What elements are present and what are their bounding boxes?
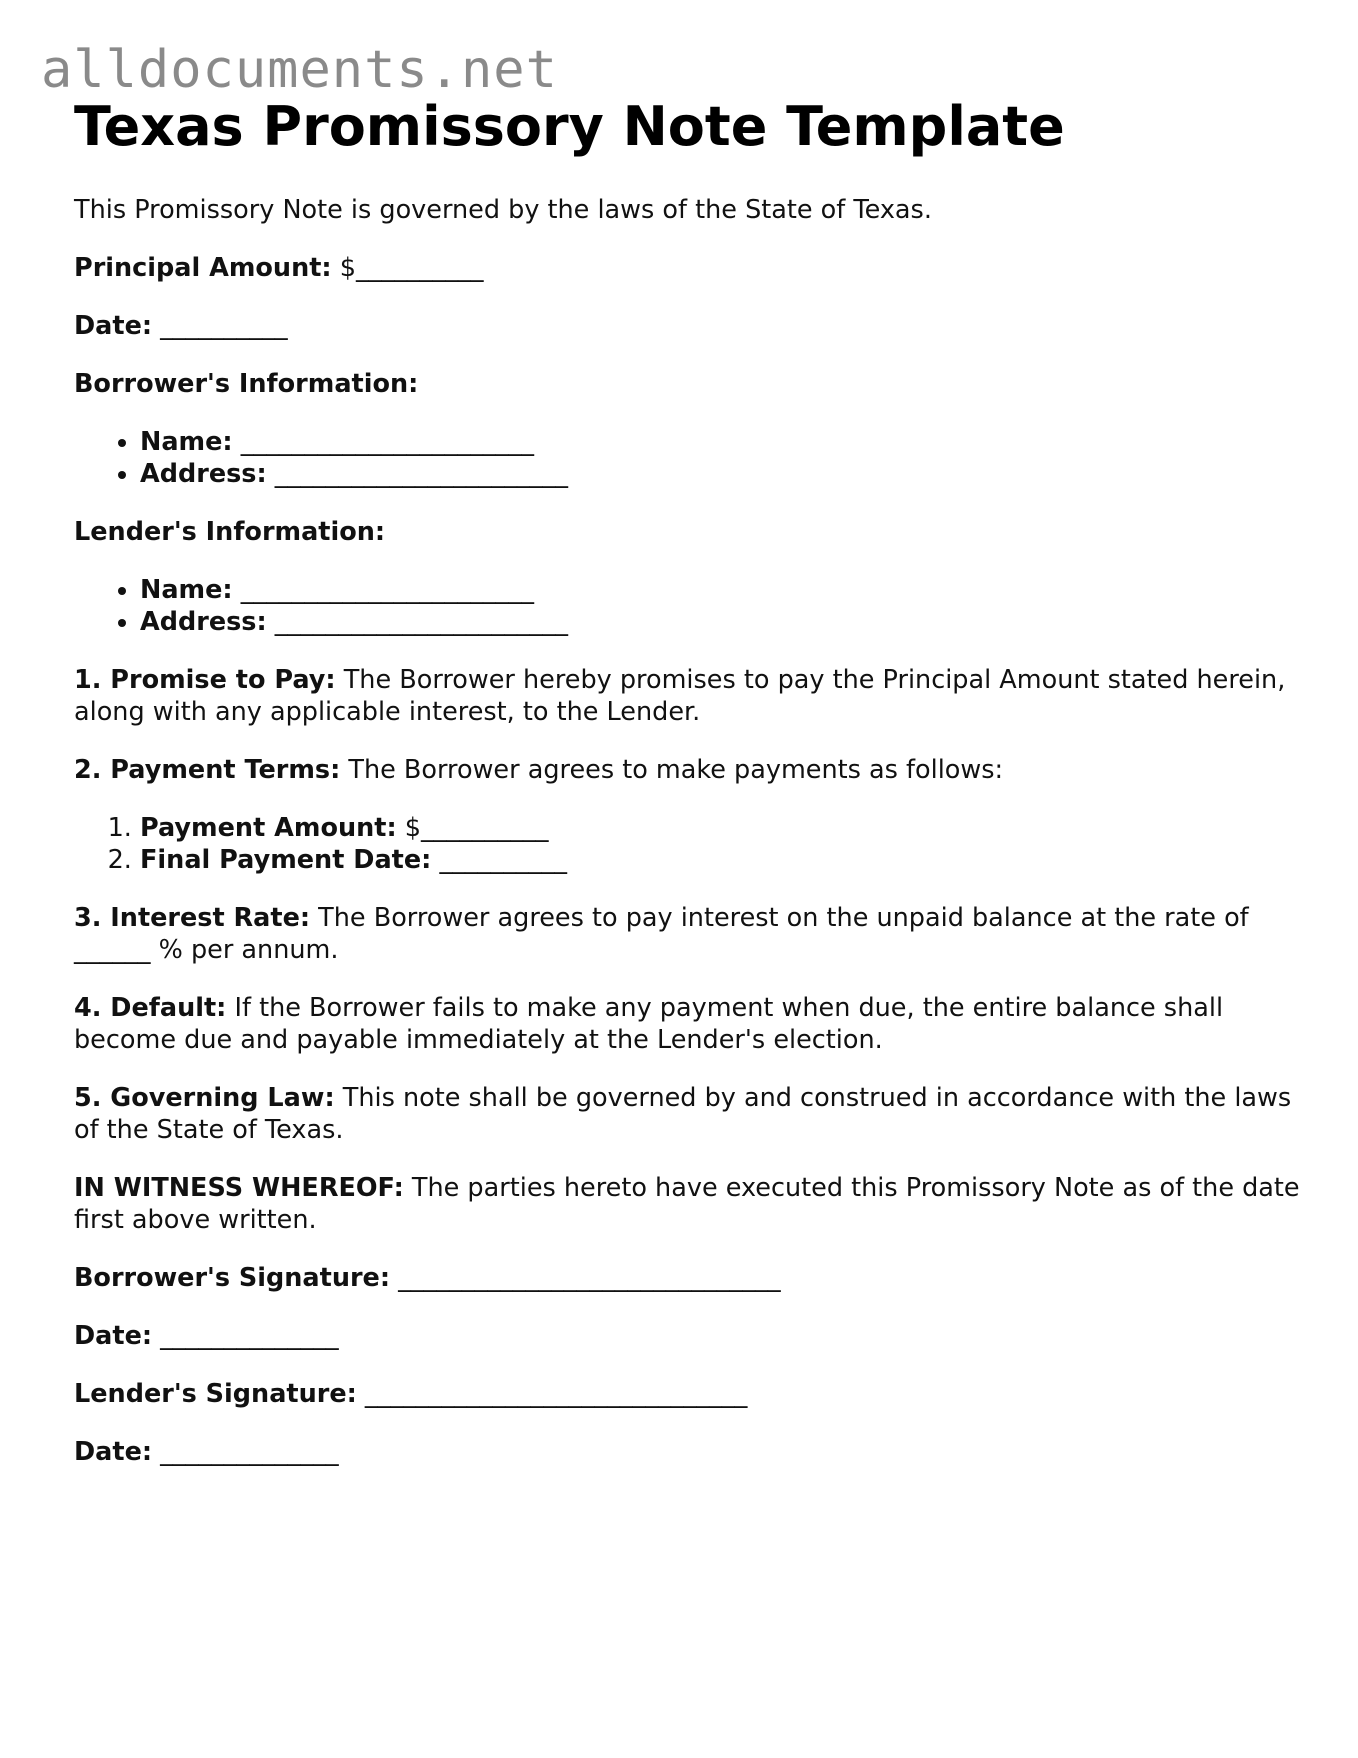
interest-label: 3. Interest Rate:	[74, 903, 311, 933]
principal-amount-blank: $__________	[331, 253, 484, 283]
borrower-date-field	[74, 1320, 1304, 1352]
principal-amount-label: Principal Amount:	[74, 253, 332, 283]
governing-law-label: 5. Governing Law:	[74, 1083, 335, 1113]
lender-signature-label: Lender's Signature:	[74, 1379, 357, 1409]
section-governing-law	[74, 1082, 1304, 1146]
borrower-info-list	[74, 426, 1304, 490]
borrower-address-blank: _______________________	[266, 459, 569, 489]
section-witness	[74, 1172, 1304, 1236]
lender-signature-field	[74, 1378, 1304, 1410]
governing-law-text: This note shall be governed by and construed in accordance with the laws of the State of Texas.	[74, 1083, 1292, 1145]
borrower-address-label: Address:	[140, 459, 267, 489]
lender-info-heading	[74, 516, 1304, 548]
interest-text: The Borrower agrees to pay interest on the unpaid balance at the rate of ______ % per annum.	[74, 903, 1249, 965]
lender-address-blank: _______________________	[266, 607, 569, 637]
lender-name-item	[140, 574, 1304, 606]
promise-text: The Borrower hereby promises to pay the Principal Amount stated herein, along with any applicable interest, to the Lender.	[74, 665, 1286, 727]
borrower-signature-blank: ______________________________	[390, 1263, 781, 1293]
lender-signature-blank: ______________________________	[356, 1379, 748, 1409]
payment-amount-label: Payment Amount:	[140, 813, 397, 843]
default-text: If the Borrower fails to make any payment when due, the entire balance shall become due and payable immediately at the Lender's election.	[74, 993, 1224, 1055]
borrower-info-heading-text: Borrower's Information:	[74, 369, 419, 399]
section-promise-to-pay	[74, 664, 1304, 728]
final-payment-date-blank: __________	[431, 845, 567, 875]
borrower-address-item	[140, 458, 1304, 490]
borrower-name-label: Name:	[140, 427, 233, 457]
lender-info-list	[74, 574, 1304, 638]
promise-label: 1. Promise to Pay:	[74, 665, 336, 695]
borrower-name-blank: _______________________	[232, 427, 534, 457]
section-interest-rate	[74, 902, 1304, 966]
lender-info-heading-text: Lender's Information:	[74, 517, 386, 547]
payment-amount-blank: $__________	[396, 813, 549, 843]
borrower-date-label: Date:	[74, 1321, 153, 1351]
final-payment-date-label: Final Payment Date:	[140, 845, 432, 875]
document-title: Texas Promissory Note Template	[74, 95, 1065, 158]
borrower-date-blank: ______________	[152, 1321, 339, 1351]
date-field	[74, 310, 1304, 342]
lender-address-label: Address:	[140, 607, 267, 637]
lender-date-label: Date:	[74, 1437, 153, 1467]
lender-name-label: Name:	[140, 575, 233, 605]
payment-amount-item	[140, 812, 1304, 844]
section-default	[74, 992, 1304, 1056]
date-label: Date:	[74, 311, 153, 341]
lender-date-field	[74, 1436, 1304, 1468]
final-payment-date-item	[140, 844, 1304, 876]
section-payment-terms	[74, 754, 1304, 786]
lender-date-blank: ______________	[152, 1437, 339, 1467]
watermark: alldocuments.net	[41, 40, 558, 100]
intro-text: This Promissory Note is governed by the laws of the State of Texas.	[74, 195, 932, 225]
borrower-info-heading	[74, 368, 1304, 400]
document-page	[74, 96, 1304, 1468]
borrower-signature-label: Borrower's Signature:	[74, 1263, 391, 1293]
payment-terms-text: The Borrower agrees to make payments as follows:	[340, 755, 1004, 785]
lender-address-item	[140, 606, 1304, 638]
payment-terms-label: 2. Payment Terms:	[74, 755, 341, 785]
date-blank: __________	[152, 311, 288, 341]
witness-text: The parties hereto have executed this Promissory Note as of the date first above written.	[74, 1173, 1300, 1235]
borrower-signature-field	[74, 1262, 1304, 1294]
default-label: 4. Default:	[74, 993, 227, 1023]
payment-terms-list	[74, 812, 1304, 876]
principal-amount-field	[74, 252, 1304, 284]
lender-name-blank: _______________________	[232, 575, 534, 605]
borrower-name-item	[140, 426, 1304, 458]
witness-label: IN WITNESS WHEREOF:	[74, 1173, 404, 1203]
